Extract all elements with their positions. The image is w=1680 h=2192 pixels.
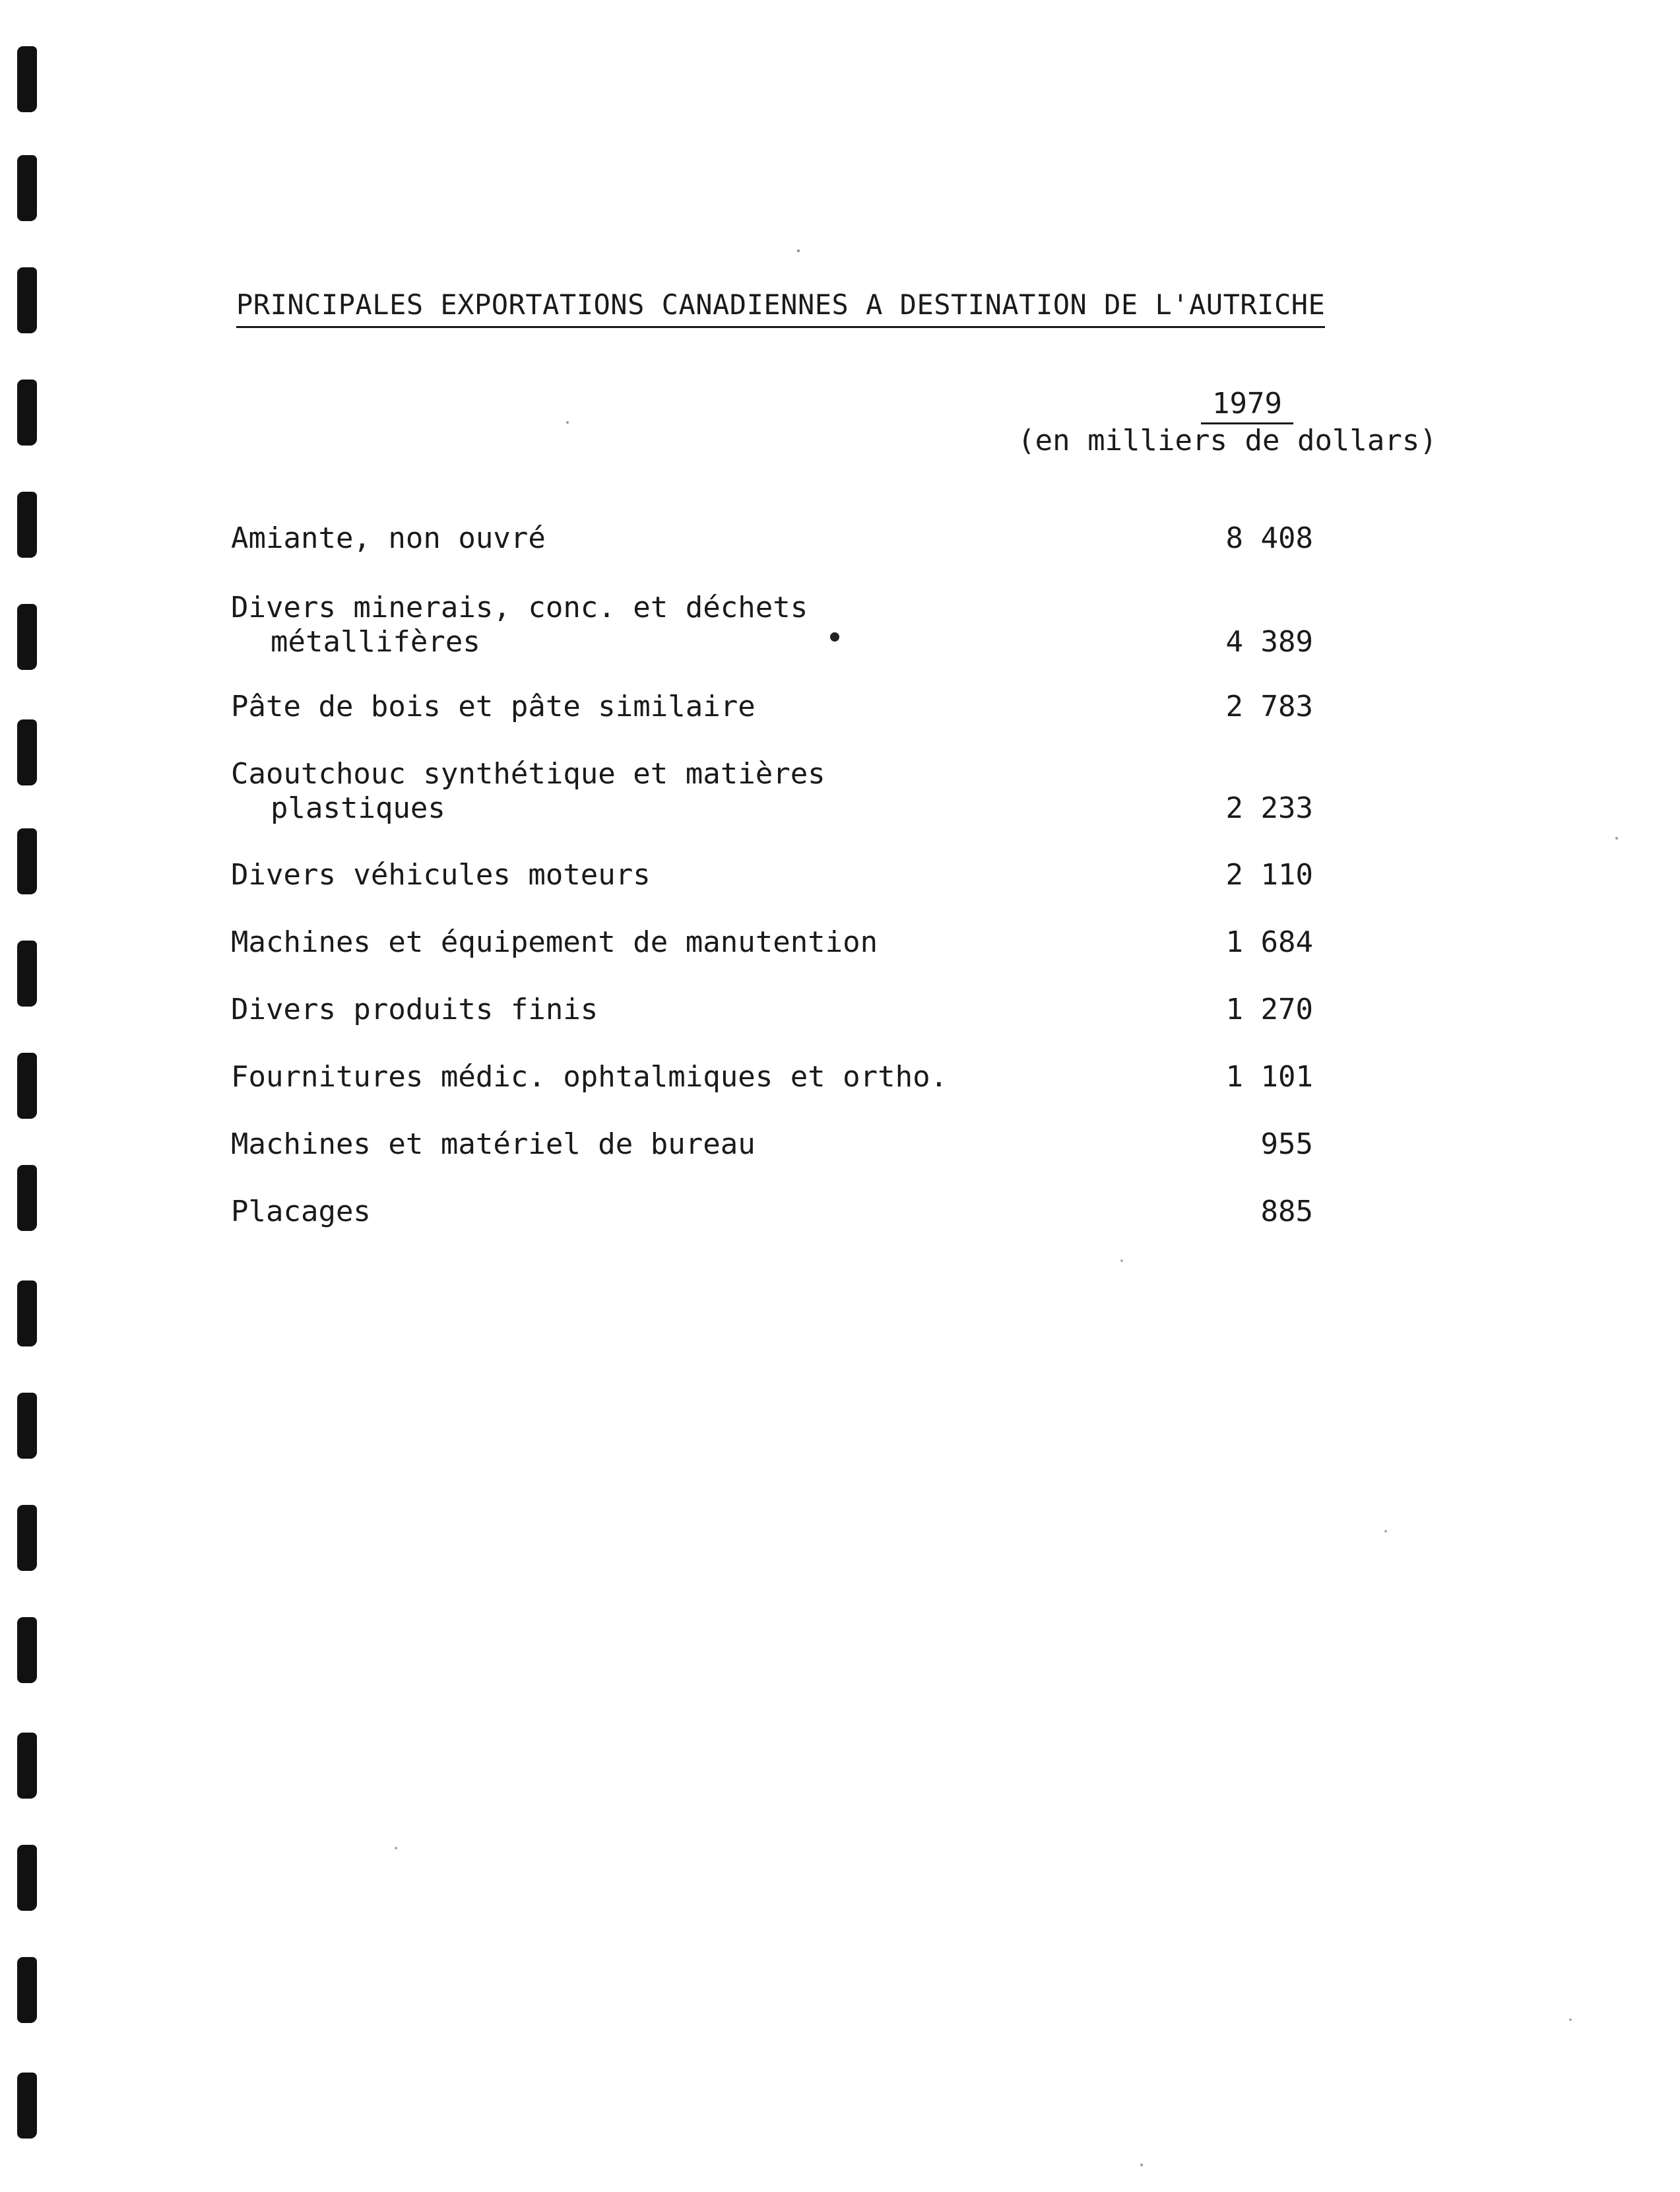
table-row <box>231 1195 1313 1229</box>
row-value: 1 270 <box>1225 993 1313 1026</box>
row-label-continuation: métallifères <box>271 625 480 659</box>
table-row <box>231 690 1313 724</box>
row-label: Divers véhicules moteurs <box>231 858 651 892</box>
row-value: 2 783 <box>1225 690 1313 723</box>
row-label: Amiante, non ouvré <box>231 521 546 555</box>
row-label: Divers produits finis <box>231 993 598 1026</box>
row-label: Divers minerais, conc. et déchets <box>231 591 808 624</box>
row-label: Machines et matériel de bureau <box>231 1127 756 1161</box>
row-value: 1 684 <box>1225 925 1313 959</box>
row-label: Placages <box>231 1195 371 1228</box>
table-row <box>231 591 1313 659</box>
table-row <box>231 521 1313 556</box>
row-label: Machines et équipement de manutention <box>231 925 878 959</box>
table-row <box>231 858 1313 892</box>
row-value: 8 408 <box>1225 521 1313 555</box>
row-value: 4 389 <box>1225 625 1313 659</box>
table-row <box>231 1127 1313 1162</box>
column-header-year: 1979 <box>1201 385 1293 424</box>
row-label: Pâte de bois et pâte similaire <box>231 690 756 723</box>
table-row <box>231 757 1313 826</box>
row-value: 955 <box>1260 1127 1313 1161</box>
row-value: 1 101 <box>1225 1060 1313 1094</box>
table-row <box>231 1060 1313 1094</box>
page-title: PRINCIPALES EXPORTATIONS CANADIENNES A DESTINATION DE L'AUTRICHE <box>236 285 1325 328</box>
column-header-unit: (en milliers de dollars) <box>1018 424 1437 457</box>
row-value: 2 233 <box>1225 791 1313 825</box>
row-value: 885 <box>1260 1195 1313 1228</box>
row-label-continuation: plastiques <box>271 791 445 825</box>
table-row <box>231 993 1313 1027</box>
row-label: Caoutchouc synthétique et matières <box>231 757 825 791</box>
table-row <box>231 925 1313 960</box>
row-label: Fournitures médic. ophtalmiques et ortho. <box>231 1060 948 1094</box>
row-value: 2 110 <box>1225 858 1313 892</box>
